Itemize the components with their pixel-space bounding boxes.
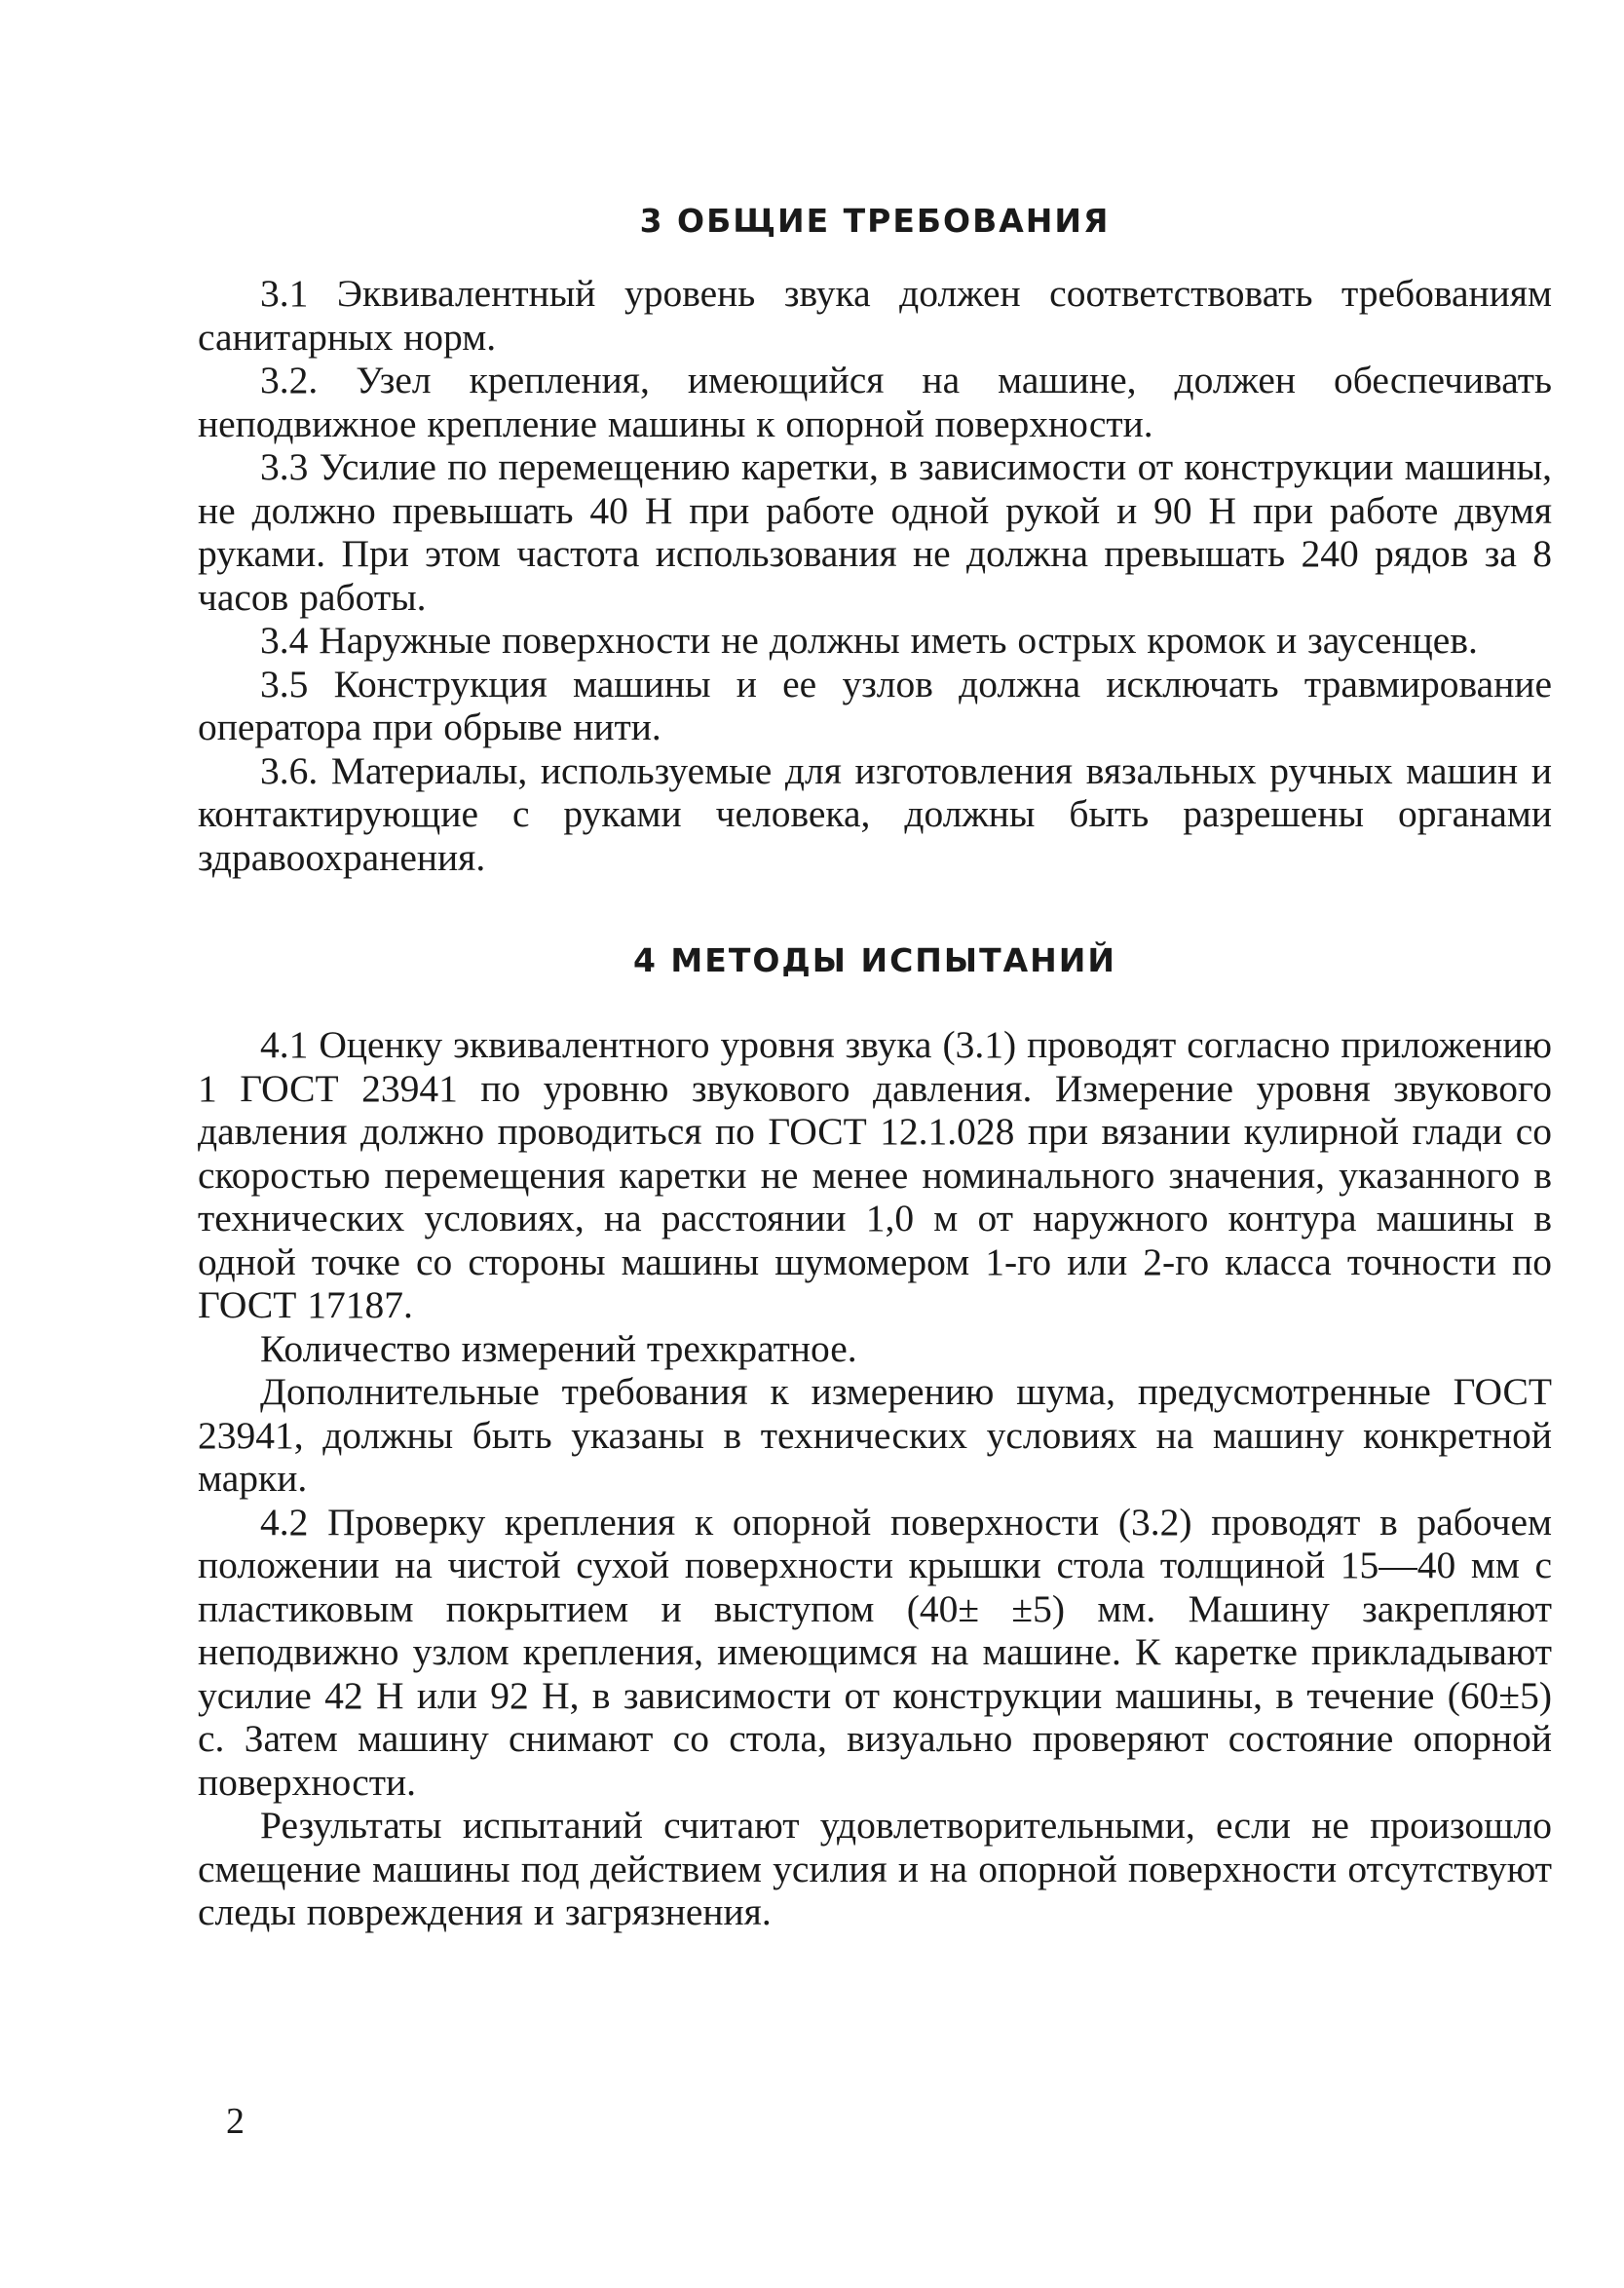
paragraph-additional-requirements: Дополнительные требования к измерению шума, предусмотренные ГОСТ 23941, должны быть указаны в технических условиях на машину конкретной марки. (198, 1370, 1552, 1500)
section-heading-test-methods: 4 МЕТОДЫ ИСПЫТАНИЙ (632, 941, 1117, 979)
paragraph-3-3: 3.3 Усилие по перемещению каретки, в зависимости от конструкции машины, не должно превышать 40 Н при работе одной рукой и 90 Н при работе двумя руками. При этом частота использования не должна превышать 240 рядов за 8 часов работы. (198, 445, 1552, 619)
paragraph-measurement-count: Количество измерений трехкратное. (260, 1326, 857, 1370)
paragraph-4-1: 4.1 Оценку эквивалентного уровня звука (3.1) проводят согласно приложению 1 ГОСТ 23941 по уровню звукового давления. Измерение уровня звукового давления должно проводиться по ГОСТ 12.1.028 при вязании кулирной глади со скоростью перемещения каретки не менее номинального значения, указанного в технических условиях, на расстоянии 1,0 м от наружного контура машины в одной точке со стороны машины шумомером 1-го или 2-го класса точности по ГОСТ 17187. (198, 1023, 1552, 1326)
paragraph-3-6: 3.6. Материалы, используемые для изготовления вязальных ручных машин и контактирующие с руками человека, должны быть разрешены органами здравоохранения. (198, 748, 1552, 879)
paragraph-test-results: Результаты испытаний считают удовлетворительными, если не произошло смещение машины под действием усилия и на опорной поверхности отсутствуют следы повреждения и загрязнения. (198, 1804, 1552, 1933)
paragraph-3-2: 3.2. Узел крепления, имеющийся на машине, должен обеспечивать неподвижное крепление машины к опорной поверхности. (198, 359, 1552, 445)
section-heading-general-requirements: 3 ОБЩИЕ ТРЕБОВАНИЯ (639, 202, 1111, 240)
paragraph-3-1: 3.1 Эквивалентный уровень звука должен соответствовать требованиям санитарных норм. (198, 272, 1552, 359)
page-content (198, 200, 1552, 1934)
page-number: 2 (226, 2101, 245, 2142)
paragraph-4-2: 4.2 Проверку крепления к опорной поверхности (3.2) проводят в рабочем положении на чистой сухой поверхности крышки стола толщиной 15—40 мм с пластиковым покрытием и выступом (40± ±5) мм. Машину закрепляют неподвижно узлом крепления, имеющимся на машине. К каретке прикладывают усилие 42 Н или 92 Н, в зависимости от конструкции машины, в течение (60±5) с. Затем машину снимают со стола, визуально проверяют состояние опорной поверхности. (198, 1500, 1552, 1804)
paragraph-3-4: 3.4 Наружные поверхности не должны иметь острых кромок и заусенцев. (260, 619, 1478, 662)
paragraph-3-5: 3.5 Конструкция машины и ее узлов должна исключать травмирование оператора при обрыве нити. (198, 662, 1552, 748)
